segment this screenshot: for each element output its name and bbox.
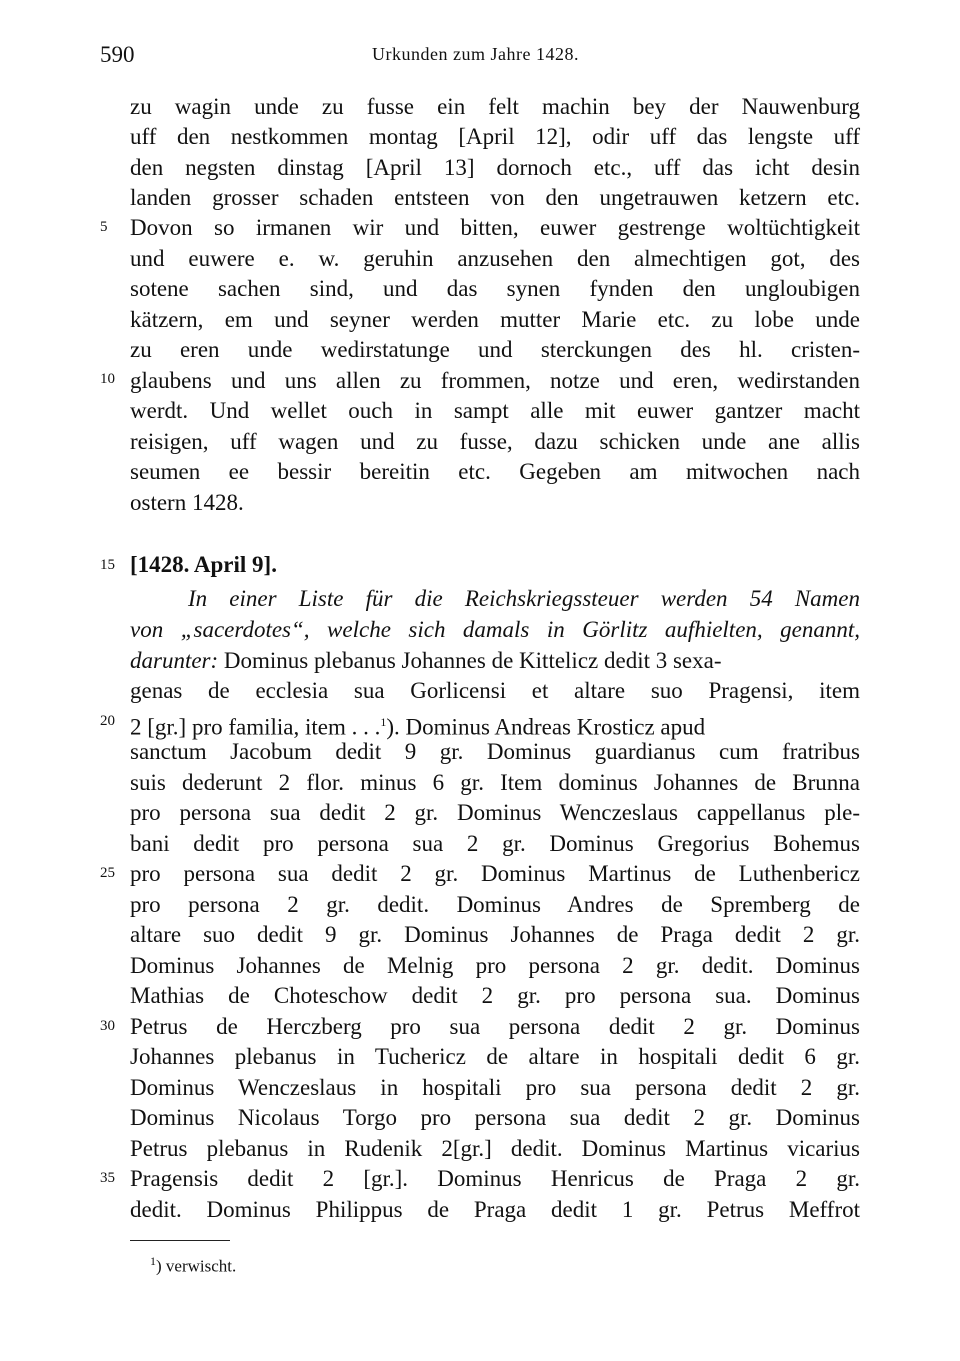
text-span: Dominus plebanus Johannes de Kittelicz dedit 3 sexa- <box>223 648 722 673</box>
text-line: altare suo dedit 9 gr. Dominus Johannes de Praga dedit 2 gr. <box>130 922 860 947</box>
text-line: pro persona sua dedit 2 gr. Dominus Wenczeslaus cappellanus ple- <box>130 800 860 825</box>
italic-text: darunter: <box>130 648 219 673</box>
text-line <box>130 584 860 614</box>
text-line: Petrus de Herczberg pro sua persona dedit 2 gr. Dominus <box>130 1014 860 1039</box>
text-line: seumen ee bessir bereitin etc. Gegeben am mitwochen nach <box>130 459 860 484</box>
text-span: ). Dominus Andreas Krosticz apud <box>386 714 706 740</box>
text-line: pro persona 2 gr. dedit. Dominus Andres de Spremberg de <box>130 892 860 917</box>
footnote-text: ) verwischt. <box>156 1256 237 1276</box>
line-number: 35 <box>100 1170 115 1186</box>
text-line: suis dederunt 2 flor. minus 6 gr. Item dominus Johannes de Brunna <box>130 770 860 795</box>
text-line: Mathias de Choteschow dedit 2 gr. pro persona sua. Dominus <box>130 983 860 1008</box>
text-line: pro persona sua dedit 2 gr. Dominus Martinus de Luthenbericz <box>130 861 860 886</box>
text-span: 2 [gr.] pro familia, item . . . <box>130 714 381 740</box>
text-line: werdt. Und wellet ouch in sampt alle mit euwer gantzer macht <box>130 398 860 423</box>
text-line: Petrus plebanus in Rudenik 2[gr.] dedit. Dominus Martinus vicarius <box>130 1136 860 1161</box>
italic-text: von „sacerdotes“, welche sich damals in Görlitz aufhielten, genannt, <box>130 617 860 642</box>
footnote-rule <box>130 1240 230 1241</box>
text-line: ostern 1428. <box>130 490 244 515</box>
text-line: kätzern, em und seyner werden mutter Marie etc. zu lobe unde <box>130 307 860 332</box>
line-number: 30 <box>100 1018 115 1034</box>
text-line: landen grosser schaden entsteen von den ungetrauwen ketzern etc. <box>130 185 860 210</box>
text-line: bani dedit pro persona sua 2 gr. Dominus Gregorius Bohemus <box>130 831 860 856</box>
footnote-marker: 1 <box>150 1254 156 1268</box>
text-line <box>130 615 860 645</box>
text-line: Dovon so irmanen wir und bitten, euwer gestrenge woltüchtigkeit <box>130 215 860 240</box>
text-line: zu wagin unde zu fusse ein felt machin bey der Nauwenburg <box>130 94 860 119</box>
line-number: 20 <box>100 713 115 729</box>
text-line: reisigen, uff wagen und zu fusse, dazu schicken unde ane allis <box>130 429 860 454</box>
text-line: den negsten dinstag [April 13] dornoch etc., uff das icht desin <box>130 155 860 180</box>
text-line <box>130 646 860 676</box>
line-number: 10 <box>100 371 115 387</box>
section-heading: [1428. April 9]. <box>130 552 277 577</box>
text-line: sanctum Jacobum dedit 9 gr. Dominus guardianus cum fratribus <box>130 739 860 764</box>
text-line: genas de ecclesia sua Gorlicensi et altare suo Pragensi, item <box>130 678 860 703</box>
text-line: dedit. Dominus Philippus de Praga dedit 1 gr. Petrus Meffrot <box>130 1197 860 1222</box>
line-number: 5 <box>100 219 108 235</box>
text-line: Pragensis dedit 2 [gr.]. Dominus Henricus de Praga 2 gr. <box>130 1166 860 1191</box>
line-number: 15 <box>100 557 115 573</box>
text-line: Dominus Wenczeslaus in hospitali pro sua persona dedit 2 gr. <box>130 1075 860 1100</box>
text-line: Dominus Johannes de Melnig pro persona 2 gr. dedit. Dominus <box>130 953 860 978</box>
text-line: und euwere e. w. geruhin anzusehen den almechtigen got, des <box>130 246 860 271</box>
text-line: sotene sachen sind, und das synen fynden den ungloubigen <box>130 276 860 301</box>
text-line: Dominus Nicolaus Torgo pro persona sua dedit 2 gr. Dominus <box>130 1105 860 1130</box>
text-line: Johannes plebanus in Tucheric​z de altare in hospitali dedit 6 gr. <box>130 1044 860 1069</box>
text-line: glaubens und uns allen zu frommen, notze und eren, wedirstanden <box>130 368 860 393</box>
footnote <box>150 1254 236 1277</box>
running-head: Urkunden zum Jahre 1428. <box>372 44 579 64</box>
italic-text: In einer Liste für die Reichskriegssteuer werden 54 Namen <box>188 586 860 611</box>
text-line: zu eren unde wedirstatunge und sterckungen des hl. cristen- <box>130 337 860 362</box>
text-line: uff den nestkommen montag [April 12], odir uff das lengste uff <box>130 124 860 149</box>
page-number: 590 <box>100 42 135 67</box>
footnote-ref: 1 <box>380 715 387 729</box>
line-number: 25 <box>100 865 115 881</box>
